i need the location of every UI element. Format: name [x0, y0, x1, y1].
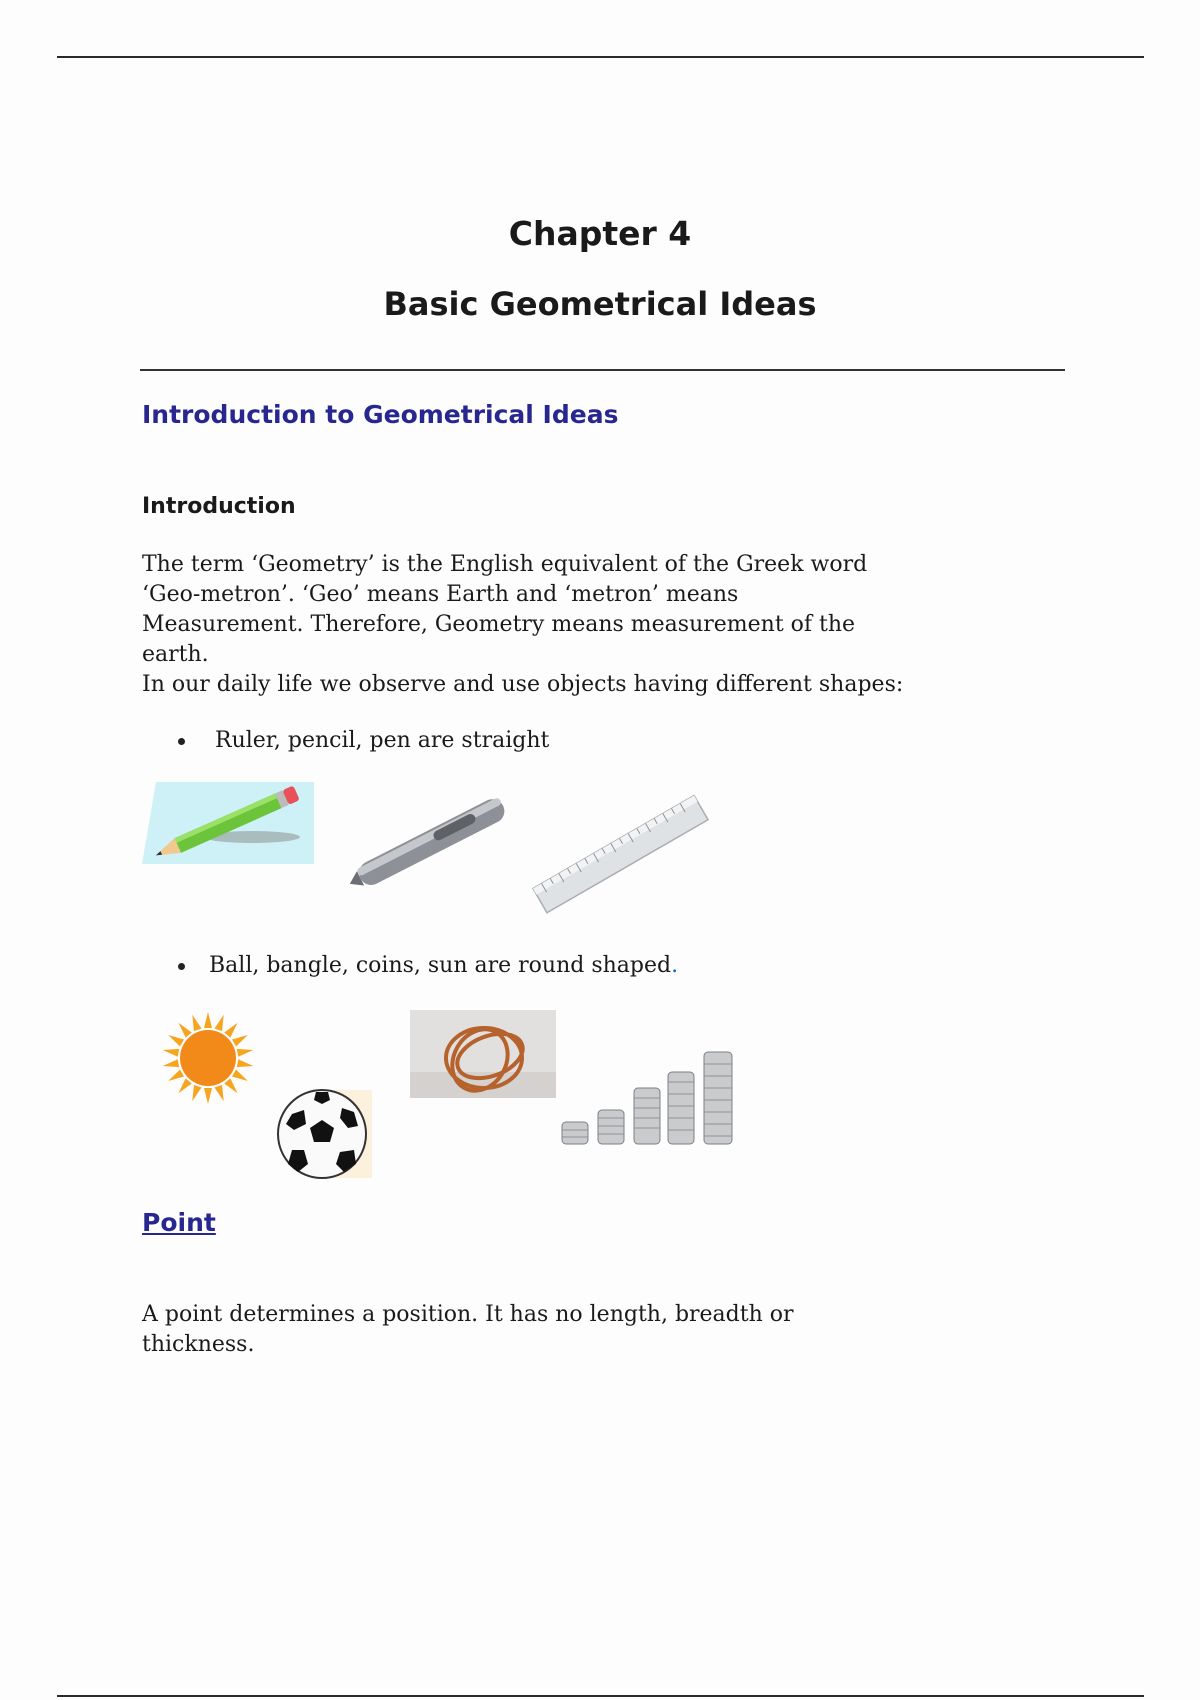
- bullet-dot: [178, 738, 185, 745]
- intro-line: Measurement. Therefore, Geometry means measurement of the: [142, 612, 856, 637]
- point-paragraph: [142, 1300, 862, 1360]
- point-line: thickness.: [142, 1332, 255, 1357]
- coins-image: [558, 1048, 744, 1148]
- pencil-image: [142, 782, 314, 866]
- sun-image: [160, 1010, 256, 1106]
- intro-paragraph: [142, 550, 962, 700]
- intro-heading: Introduction: [142, 494, 296, 519]
- chapter-number: Chapter 4: [508, 214, 692, 253]
- football-image: [276, 1088, 372, 1180]
- bullet-straight: [178, 728, 549, 753]
- bullet-text: Ruler, pencil, pen are straight: [215, 728, 550, 753]
- pen-image: [340, 795, 520, 890]
- intro-line: The term ‘Geometry’ is the English equivalent of the Greek word: [142, 552, 868, 577]
- intro-line: In our daily life we observe and use objects having different shapes:: [142, 672, 904, 697]
- bangle-image: [410, 1010, 556, 1098]
- intro-line: earth.: [142, 642, 209, 667]
- section-heading: Introduction to Geometrical Ideas: [142, 400, 619, 429]
- title-divider: [140, 369, 1065, 371]
- bullet-dot: [178, 963, 185, 970]
- ruler-image: [528, 790, 714, 920]
- bottom-rule: [57, 1695, 1144, 1697]
- top-rule: [57, 56, 1144, 58]
- point-heading[interactable]: Point: [142, 1208, 216, 1237]
- chapter-title: Basic Geometrical Ideas: [383, 285, 817, 323]
- bullet-text: Ball, bangle, coins, sun are round shaped: [209, 953, 672, 978]
- bullet-period: .: [671, 953, 679, 978]
- bullet-round: [178, 953, 678, 978]
- intro-line: ‘Geo-metron’. ‘Geo’ means Earth and ‘metron’ means: [142, 582, 739, 607]
- point-line: A point determines a position. It has no length, breadth or: [142, 1302, 794, 1327]
